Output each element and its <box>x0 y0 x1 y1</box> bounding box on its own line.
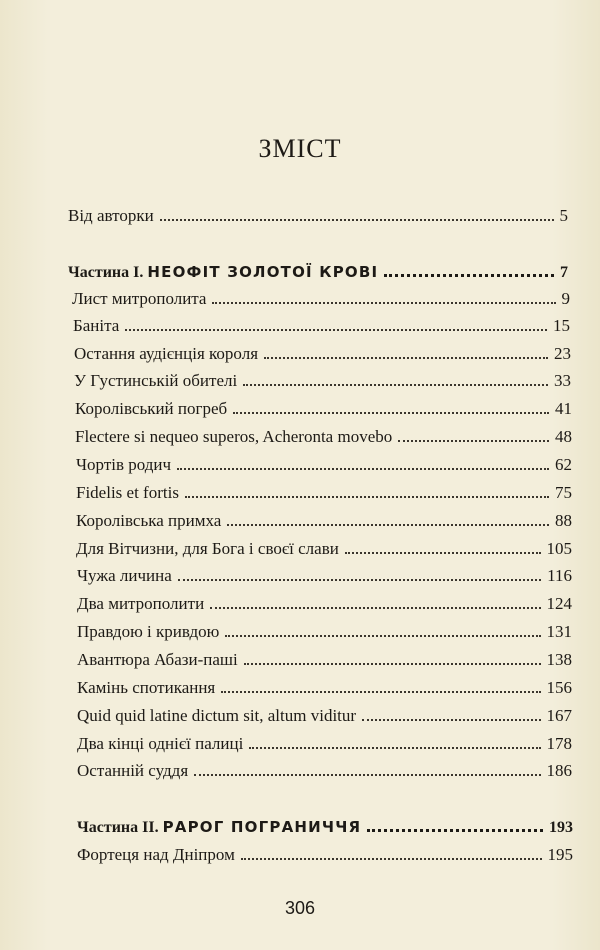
toc-entry[interactable] <box>76 536 572 562</box>
toc-part-page: 7 <box>560 264 568 281</box>
toc-part-prefix: Частина I. <box>68 264 144 281</box>
dot-leader <box>178 579 541 581</box>
toc-part-page: 193 <box>549 819 573 836</box>
toc-entry-page: 195 <box>547 845 573 864</box>
toc-part-label <box>77 814 367 841</box>
toc-entry-preface[interactable] <box>68 203 568 229</box>
dot-leader <box>233 412 549 414</box>
dot-leader <box>227 524 549 526</box>
toc-entry-label: Від авторки <box>68 206 154 225</box>
toc-entry-page: 15 <box>553 316 570 335</box>
dot-leader <box>244 663 541 665</box>
toc-entry-label: Королівський погреб <box>75 399 228 418</box>
toc-entry[interactable] <box>76 508 572 534</box>
toc-entry-page: 131 <box>546 622 572 641</box>
toc-entry[interactable] <box>74 368 571 394</box>
toc-entry[interactable] <box>76 480 572 506</box>
toc-entry-page: 5 <box>559 206 568 225</box>
page-title: ЗМІСТ <box>258 134 342 163</box>
toc-entry[interactable] <box>77 647 572 673</box>
dot-leader <box>125 329 547 331</box>
toc-entry[interactable] <box>74 341 571 367</box>
toc-entry[interactable] <box>77 619 572 645</box>
dot-leader <box>264 357 548 359</box>
toc-entry[interactable] <box>77 758 572 784</box>
dot-leader <box>194 774 540 776</box>
toc-entry-page: 33 <box>554 371 571 390</box>
dot-leader <box>345 552 541 554</box>
toc-entry-label: Чортів родич <box>76 455 172 474</box>
toc-entry[interactable] <box>73 313 570 339</box>
toc-entry[interactable] <box>75 396 572 422</box>
toc-entry-page: 23 <box>554 344 571 363</box>
toc-entry-label: Quid quid latine dictum sit, altum viditur <box>77 706 357 725</box>
page-number: 306 <box>284 898 316 918</box>
dot-leader <box>362 719 540 721</box>
toc-entry-label: Два кінці однієї палиці <box>77 734 244 753</box>
dot-leader <box>241 858 542 860</box>
toc-entry-page: 138 <box>546 650 572 669</box>
toc-entry-page: 9 <box>561 289 570 308</box>
dot-leader <box>225 635 540 637</box>
toc-entry-page: 88 <box>555 511 572 530</box>
toc-entry-page: 48 <box>555 427 572 446</box>
dot-leader <box>210 607 540 609</box>
toc-entry-label: Два митрополити <box>77 594 205 613</box>
toc-entry-label: Fidelis et fortis <box>76 483 179 502</box>
toc-entry[interactable] <box>75 424 572 450</box>
toc-entry[interactable] <box>72 286 570 312</box>
toc-entry-page: 62 <box>555 455 572 474</box>
toc-part-title: НЕОФІТ ЗОЛОТОЇ КРОВІ <box>147 263 379 281</box>
toc-entry-page: 156 <box>546 678 572 697</box>
dot-leader <box>185 496 549 498</box>
toc-entry-page: 124 <box>546 594 572 613</box>
toc-entry-page: 75 <box>555 483 572 502</box>
toc-entry-label: Чужа личина <box>77 566 172 585</box>
toc-entry[interactable] <box>77 675 572 701</box>
toc-entry-page: 178 <box>546 734 572 753</box>
dot-leader <box>221 691 540 693</box>
toc-entry-label: Лист митрополита <box>72 289 207 308</box>
toc-part-label <box>68 259 384 286</box>
toc-entry-label: Фортеця над Дніпром <box>77 845 235 864</box>
dot-leader <box>367 829 543 832</box>
toc-entry[interactable] <box>77 591 572 617</box>
dot-leader <box>398 440 549 442</box>
toc-entry[interactable] <box>77 842 573 868</box>
toc-entry-page: 105 <box>546 539 572 558</box>
dot-leader <box>243 384 548 386</box>
toc-entry-page: 186 <box>546 761 572 780</box>
toc-entry-page: 116 <box>547 566 572 585</box>
toc-entry-label: Баніта <box>73 316 120 335</box>
toc-entry[interactable] <box>77 731 572 757</box>
toc-entry[interactable] <box>76 452 572 478</box>
dot-leader <box>249 747 540 749</box>
toc-entry[interactable] <box>77 703 572 729</box>
dot-leader <box>177 468 549 470</box>
dot-leader <box>384 274 554 277</box>
toc-entry-label: Авантюра Абази-паші <box>77 650 238 669</box>
toc-part-2[interactable] <box>77 814 573 840</box>
dot-leader <box>212 302 555 304</box>
toc-entry-label: Flectere si nequeo superos, Acheronta movebo <box>75 427 393 446</box>
toc-entry[interactable] <box>77 563 572 589</box>
toc-entry-page: 167 <box>546 706 572 725</box>
toc-part-prefix: Частина II. <box>77 819 159 836</box>
toc-entry-label: У Густинській обителі <box>74 371 238 390</box>
toc-entry-label: Королівська примха <box>76 511 222 530</box>
toc-part-1[interactable] <box>68 259 568 285</box>
toc-entry-label: Правдою і кривдою <box>77 622 220 641</box>
toc-part-title: РАРОГ ПОГРАНИЧЧЯ <box>162 818 362 836</box>
toc-entry-page: 41 <box>555 399 572 418</box>
toc-entry-label: Останній суддя <box>77 761 189 780</box>
dot-leader <box>160 219 554 221</box>
toc-entry-label: Камінь спотикання <box>77 678 216 697</box>
toc-entry-label: Остання аудієнція короля <box>74 344 259 363</box>
toc-entry-label: Для Вітчизни, для Бога і своєї слави <box>76 539 339 558</box>
